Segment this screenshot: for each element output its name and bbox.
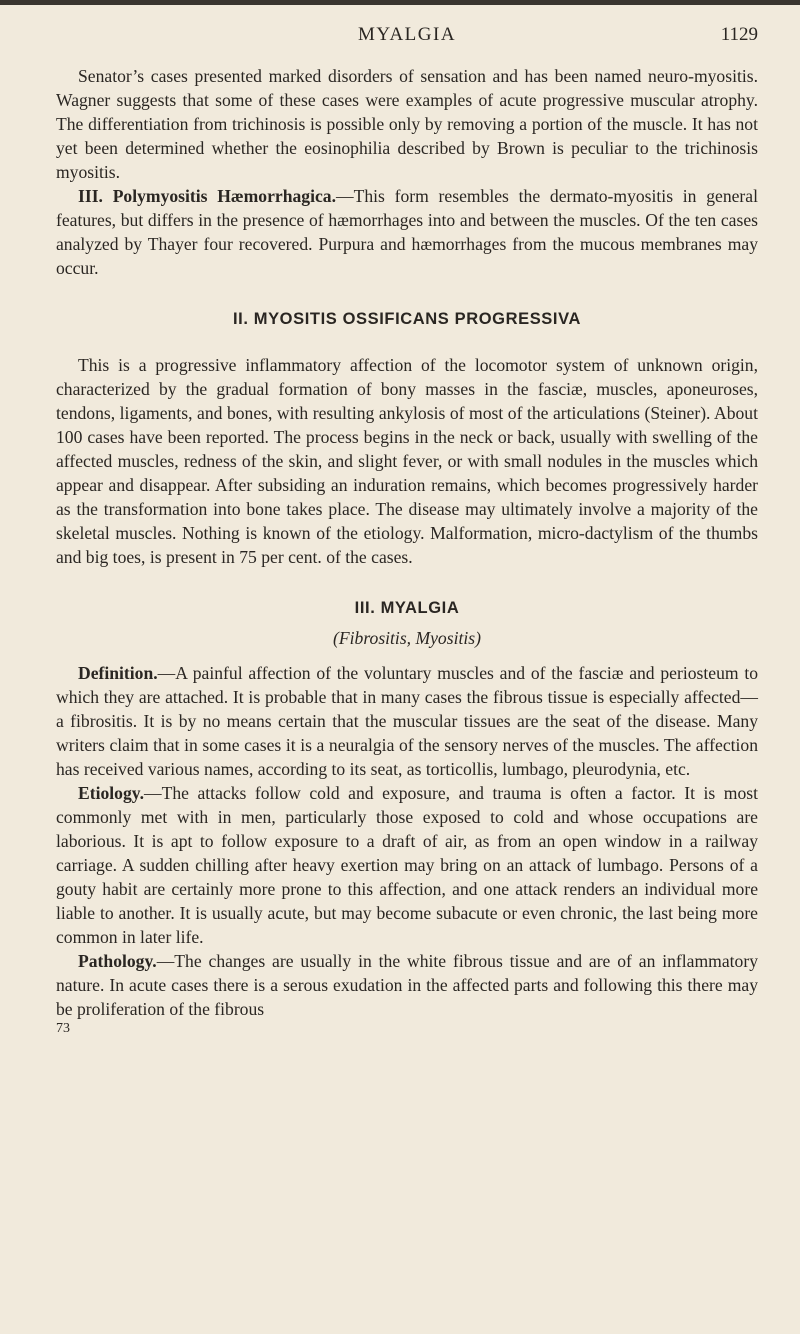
run-in-etiology: Etiology. [78,783,144,803]
paragraph-polymyositis [56,184,758,280]
polymyositis-text: —This form resembles the dermato-myositis in general features, but differs in the presence of hæmorrhages into and between the muscles. Of the ten cases analyzed by Thayer four recovered. Purpura and hæmorrhages from the mucous membranes may occur. [56,186,758,278]
heading-myositis-ossificans: II. MYOSITIS OSSIFICANS PROGRESSIVA [233,310,581,328]
paragraph-pathology [56,949,758,1021]
definition-text: —A painful affection of the voluntary muscles and of the fasciæ and periosteum to which they are attached. It is probable that in many cases the fibrous tissue is especially affected—a fibrositis. It is by no means certain that the muscular tissues are the seat of the disease. Many writers claim that in some cases it is a neuralgia of the sensory nerves of the muscles. The affection has received various names, according to its seat, as torticollis, lumbago, pleurodynia, etc. [56,663,758,779]
run-in-pathology: Pathology. [78,951,157,971]
page-number: 1129 [720,24,758,45]
run-in-definition: Definition. [78,663,158,683]
top-rule [0,0,800,5]
running-title: MYALGIA [357,24,457,45]
paragraph-myositis-ossificans: This is a progressive inflammatory affection of the locomotor system of unknown origin, characterized by the gradual formation of bony masses in the fasciæ, muscles, aponeuroses, tendons, ligaments, and bones, with resulting ankylosis of most of the articulations (Steiner). About 100 cases have been reported. The process begins in the neck or back, usually with swelling of the affected muscles, redness of the skin, and slight fever, or with small nodules in the muscles which appear and disappear. After subsiding an induration remains, which becomes progressively harder as the transformation into bone takes place. The disease may ultimately involve a majority of the skeletal muscles. Nothing is known of the etiology. Malformation, micro-dactylism of the thumbs and big toes, is present in 75 per cent. of the cases. [56,355,758,567]
subheading-fibrositis: (Fibrositis, Myositis) [333,628,481,648]
pathology-text: —The changes are usually in the white fibrous tissue and are of an inflammatory nature. In acute cases there is a serous exudation in the affected parts and following this there may be proliferation of the fibrous [56,951,758,1019]
etiology-text: —The attacks follow cold and exposure, and trauma is often a factor. It is most commonly met with in men, particularly those exposed to cold and whose occupations are laborious. It is apt to follow exposure to a draft of air, as from an open window in a railway carriage. A sudden chilling after heavy exertion may bring on an attack of lumbago. Persons of a gouty habit are certainly more prone to this affection, and one attack renders an individual more liable to another. It is usually acute, but may become subacute or even chronic, the last being more common in later life. [56,783,758,947]
signature-mark: 73 [56,1021,70,1036]
paragraph-definition [56,661,758,781]
page [56,14,758,1037]
paragraph-etiology [56,781,758,949]
paragraph-neuro-myositis: Senator’s cases presented marked disorders of sensation and has been named neuro-myositis. Wagner suggests that some of these cases were examples of acute progressive muscular atrophy. The differentiation from trichinosis is possible only by removing a portion of the muscle. It has not yet been determined whether the eosinophilia described by Brown is peculiar to the trichinosis myositis. [56,66,758,182]
running-head [56,14,758,54]
run-in-polymyositis: III. Polymyositis Hæmorrhagica. [78,186,336,206]
heading-myalgia: III. MYALGIA [354,599,460,617]
